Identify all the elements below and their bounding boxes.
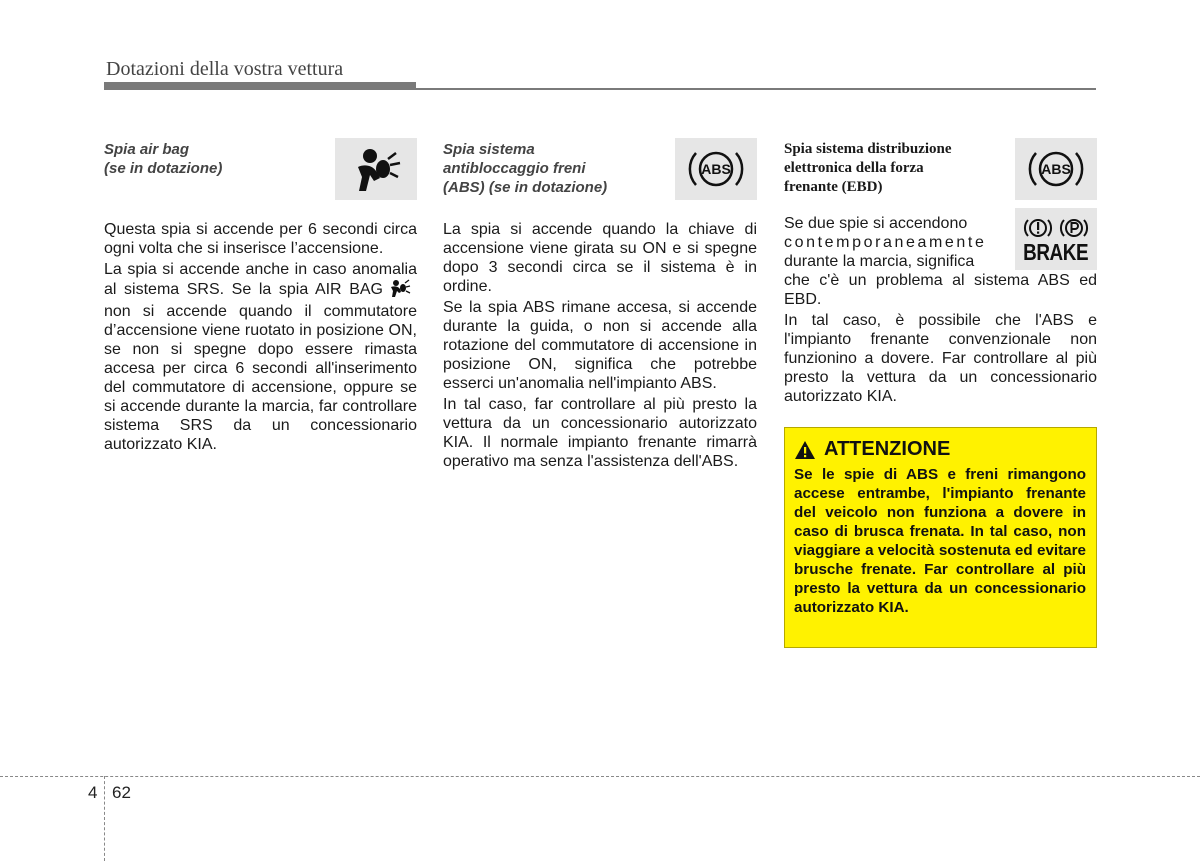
airbag-paragraph-1: Questa spia si accende per 6 secondi circa ogni volta che si inserisce l’accensione.: [104, 221, 417, 257]
abs-paragraph-3: In tal caso, far controllare al più presto la vettura da un concessionario autorizzato KIA. Il normale impianto frenante rimarrà operativo ma senza l'assistenza dell'ABS.: [443, 396, 757, 470]
warning-text: Se le spie di ABS e freni rimangono accese entrambe, l'impianto frenante del veicolo non funziona a dovere in caso di brusca frenata. In tal caso, non viaggiare a velocità sostenuta ed evitare brusche frenate. Far controllare al più presto la vettura da un concessionario autorizzato KIA.: [794, 466, 1086, 616]
section-abs: [443, 138, 757, 471]
chapter-number: 4: [88, 783, 98, 802]
ebd-paragraph-2: In tal caso, è possibile che l'ABS e l'impianto frenante convenzionale non funzionino a dovere. Far controllare al più presto la vettura da un concessionario autorizzato KIA.: [784, 312, 1097, 405]
footer-vertical-divider: [104, 776, 105, 861]
footer-divider: [0, 776, 1200, 777]
abs-paragraph-2: Se la spia ABS rimane accesa, si accende durante la guida, o non si accende alla rotazione del commutatore di accensione in posizione ON, significa che potrebbe esserci un'anomalia nell'impianto ABS.: [443, 299, 757, 392]
warning-heading: ATTENZIONE: [824, 438, 951, 460]
brake-label: BRAKE: [1023, 238, 1089, 265]
section-title: Spia sistema antibloccaggio freni (ABS) (se in dotazione): [443, 141, 608, 196]
airbag-paragraph-2: La spia si accende anche in caso anomalia al sistema SRS. Se la spia AIR BAGnon si accende quando il commutatore d’accensione viene ruotato in posizione ON, se non si spegne dopo essere rimasta accesa per circa 6 secondi all'inserimento del commutatore di accensione, oppure se si accende durante la marcia, far controllare sistema SRS da un concessionario autorizzato KIA.: [104, 261, 417, 453]
brake-exclamation-icon: [1023, 216, 1053, 240]
abs-warning-icon: [1015, 138, 1097, 200]
header-rule-thin: [416, 88, 1096, 90]
section-airbag: [104, 138, 417, 454]
section-title: Spia air bag (se in dotazione): [104, 141, 223, 177]
page-number: 62: [112, 783, 131, 802]
abs-paragraph-1: La spia si accende quando la chiave di accensione viene girata su ON e si spegne dopo 3 secondi circa se il sistema è in ordine.: [443, 221, 757, 295]
page-header-title: Dotazioni della vostra vettura: [106, 58, 344, 80]
brake-warning-icon: [1015, 208, 1097, 270]
airbag-inline-icon: [389, 279, 411, 302]
warning-box: [784, 427, 1097, 648]
airbag-warning-icon: [335, 138, 417, 200]
section-ebd: [784, 138, 1097, 406]
parking-brake-icon: [1059, 216, 1089, 240]
abs-icon-text: ABS: [701, 161, 731, 177]
section-title: Spia sistema distribuzione elettronica della forza frenante (EBD): [784, 141, 952, 195]
abs-icon-text: ABS: [1041, 161, 1071, 177]
header-rule-thick: [104, 82, 416, 90]
ebd-paragraph-1: Se due spie si accendono contemporaneamente durante la marcia, significa che c'è un problema al sistema ABS ed EBD.: [784, 215, 1097, 308]
warning-triangle-icon: [794, 440, 816, 460]
abs-warning-icon: [675, 138, 757, 200]
ebd-paragraph-block: [784, 214, 1097, 406]
